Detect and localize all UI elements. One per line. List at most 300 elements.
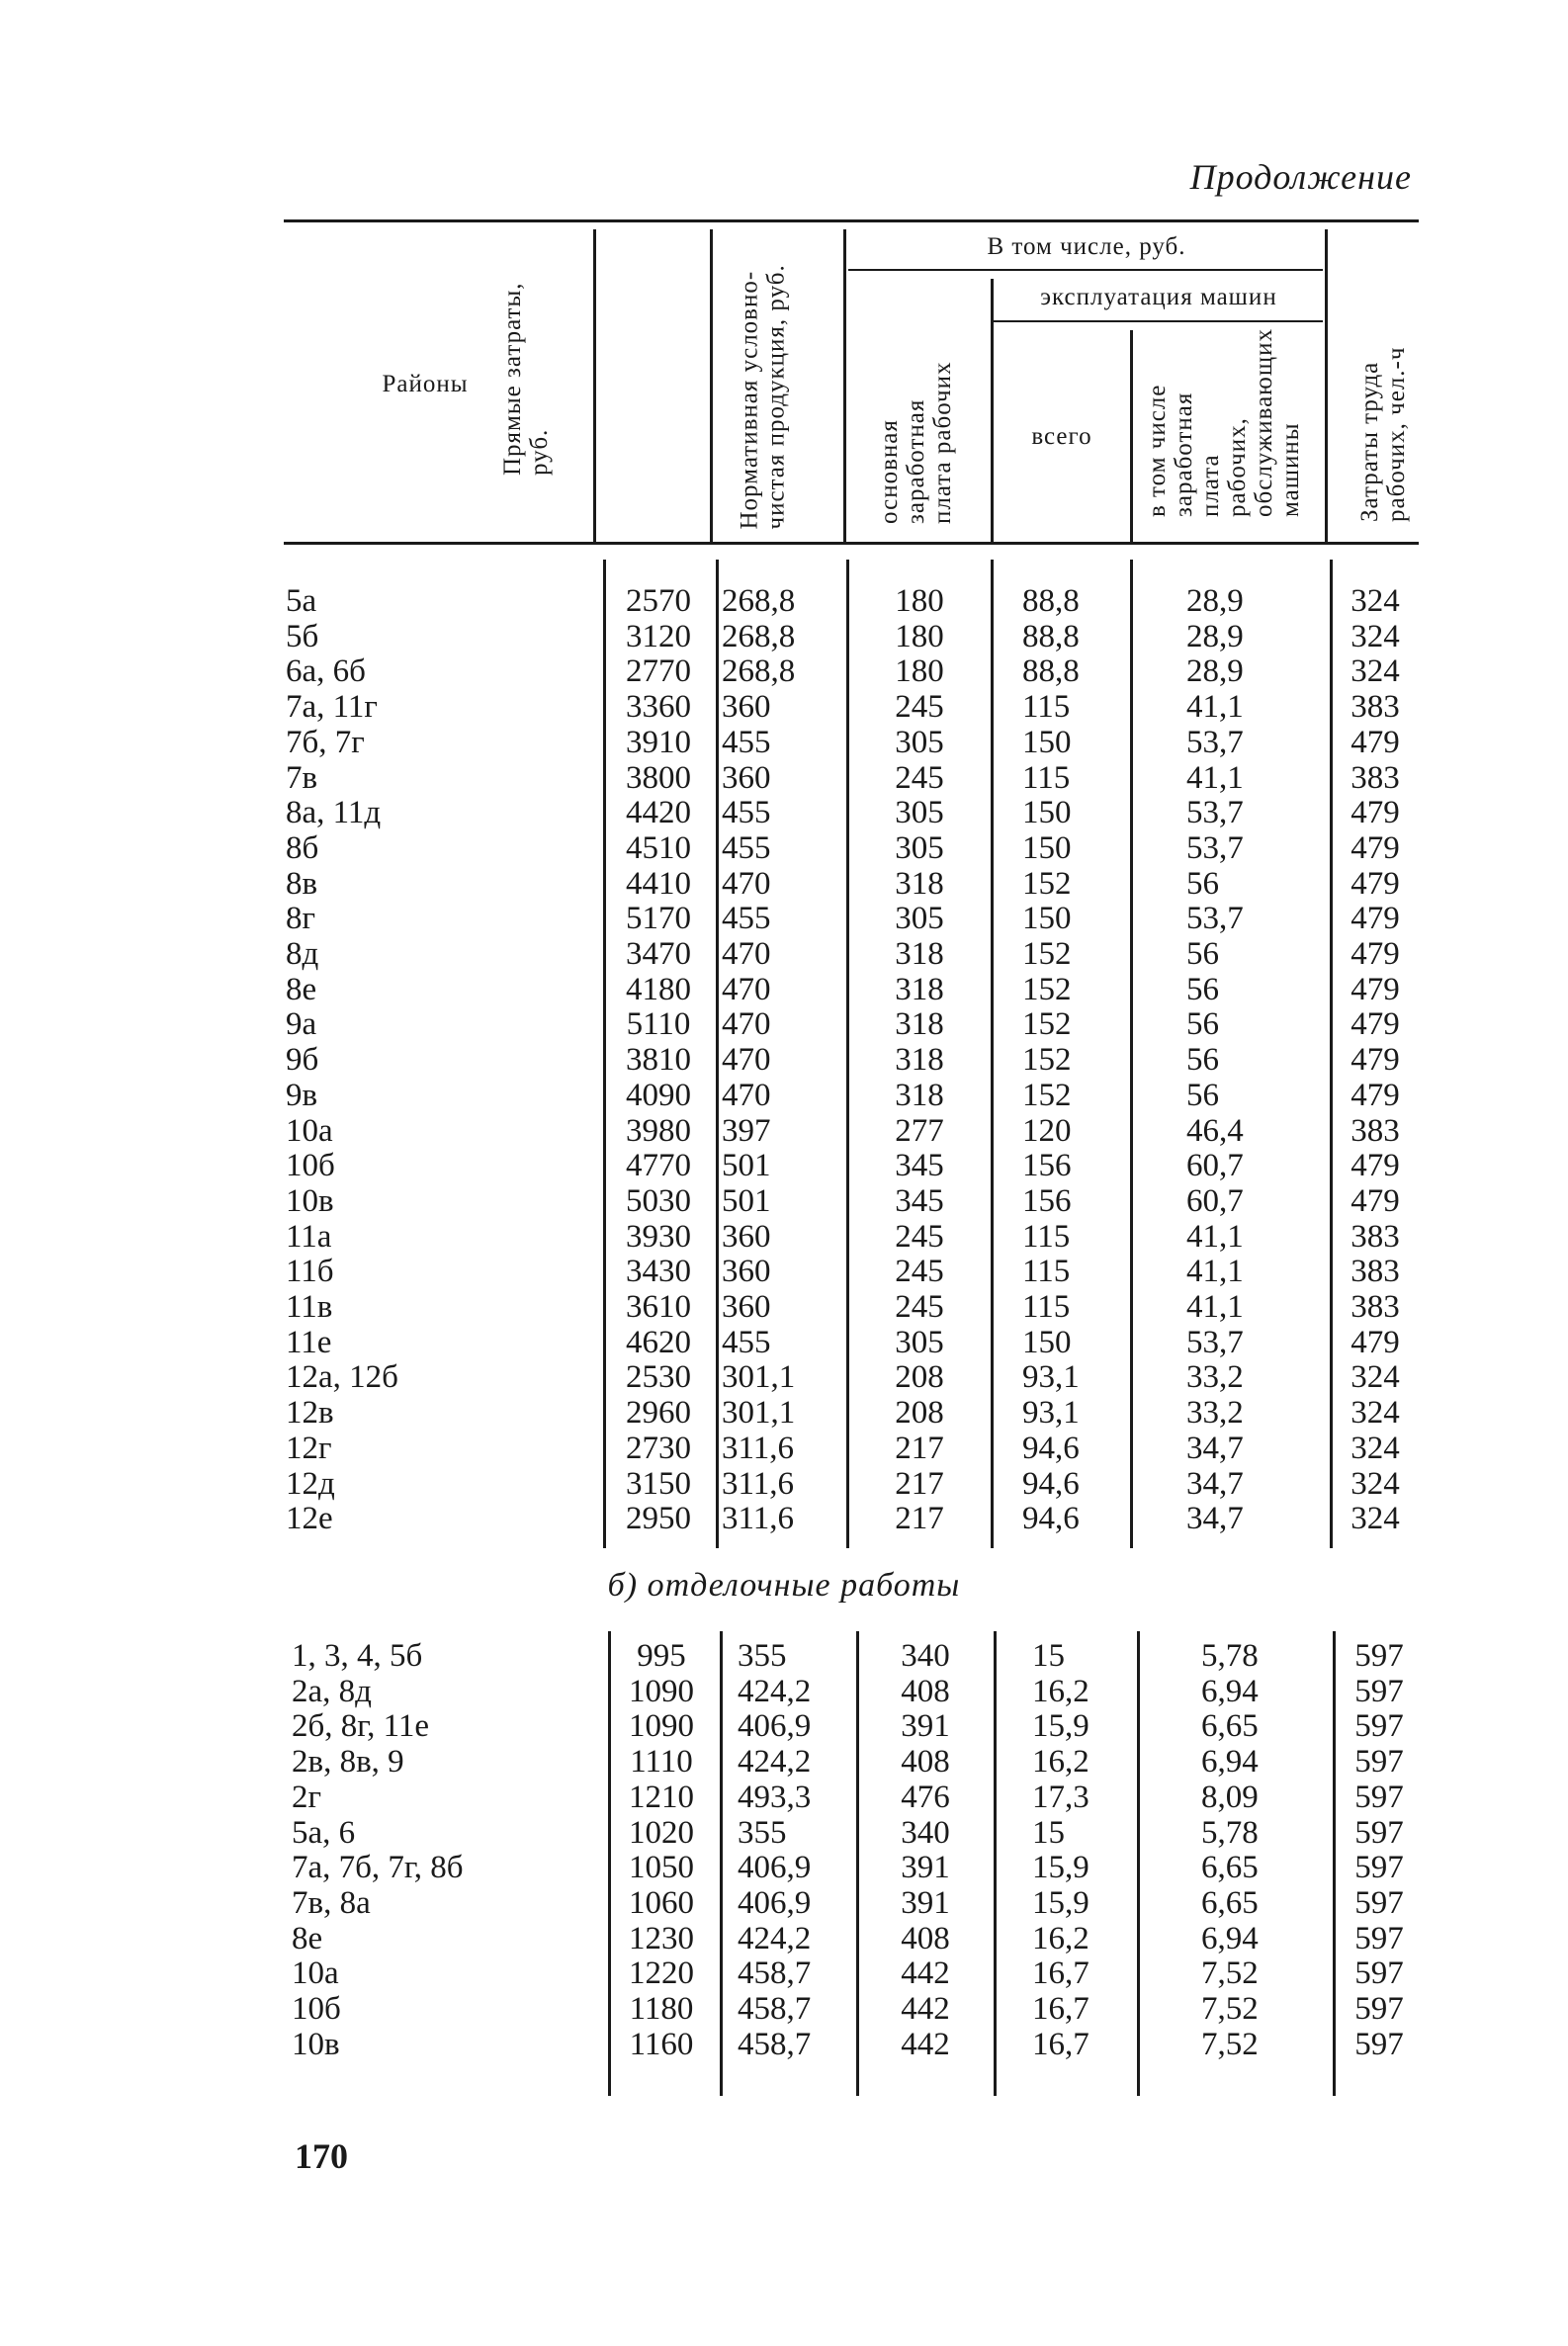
basic-wage-cell: 442 <box>901 2026 950 2062</box>
normative-cell: 268,8 <box>722 583 796 619</box>
machines-total-cell: 17,3 <box>1032 1779 1089 1815</box>
section-a-vline-1 <box>603 560 606 1548</box>
basic-wage-cell: 391 <box>901 1884 950 1921</box>
labor-cell: 479 <box>1350 971 1400 1007</box>
district-cell: 2г <box>292 1779 322 1815</box>
normative-cell: 268,8 <box>722 618 796 654</box>
basic-wage-cell: 245 <box>895 1289 944 1325</box>
direct-costs-cell: 2770 <box>626 653 691 690</box>
basic-wage-cell: 408 <box>901 1920 950 1956</box>
district-cell: 7б, 7г <box>286 724 365 760</box>
normative-cell: 360 <box>722 689 771 726</box>
normative-cell: 455 <box>722 1324 771 1360</box>
basic-wage-cell: 245 <box>895 689 944 726</box>
basic-wage-cell: 305 <box>895 724 944 760</box>
direct-costs-cell: 4510 <box>626 829 691 866</box>
machine-wage-cell: 6,94 <box>1201 1673 1259 1709</box>
labor-cell: 479 <box>1350 901 1400 937</box>
normative-cell: 470 <box>722 971 771 1007</box>
header-normative: Нормативная условно-чистая продукция, руб. <box>736 264 790 530</box>
machines-total-cell: 94,6 <box>1022 1430 1080 1466</box>
machine-wage-cell: 46,4 <box>1186 1112 1244 1149</box>
labor-cell: 479 <box>1350 1148 1400 1184</box>
direct-costs-cell: 3610 <box>626 1289 691 1325</box>
basic-wage-cell: 305 <box>895 901 944 937</box>
page-number: 170 <box>295 2136 348 2176</box>
direct-costs-cell: 5110 <box>626 1006 691 1043</box>
labor-cell: 479 <box>1350 1182 1400 1219</box>
labor-cell: 324 <box>1350 653 1400 690</box>
basic-wage-cell: 442 <box>901 1955 950 1992</box>
basic-wage-cell: 245 <box>895 1218 944 1255</box>
district-cell: 11в <box>286 1289 333 1325</box>
basic-wage-cell: 217 <box>895 1501 944 1537</box>
basic-wage-cell: 180 <box>895 583 944 619</box>
machine-wage-cell: 5,78 <box>1201 1638 1259 1674</box>
district-cell: 12а, 12б <box>286 1359 398 1396</box>
section-b-vline-2 <box>720 1631 723 2096</box>
labor-cell: 597 <box>1354 1920 1404 1956</box>
normative-cell: 501 <box>722 1148 771 1184</box>
direct-costs-cell: 1060 <box>629 1884 694 1921</box>
machines-total-cell: 120 <box>1022 1112 1072 1149</box>
machine-wage-cell: 53,7 <box>1186 901 1244 937</box>
machine-wage-cell: 53,7 <box>1186 829 1244 866</box>
machines-total-cell: 16,7 <box>1032 1955 1089 1992</box>
labor-cell: 383 <box>1350 1218 1400 1255</box>
basic-wage-cell: 245 <box>895 1254 944 1290</box>
machine-wage-cell: 28,9 <box>1186 653 1244 690</box>
normative-cell: 311,6 <box>722 1430 795 1466</box>
basic-wage-cell: 318 <box>895 1077 944 1113</box>
district-cell: 2в, 8в, 9 <box>292 1744 404 1781</box>
machines-total-cell: 93,1 <box>1022 1359 1080 1396</box>
direct-costs-cell: 5170 <box>626 901 691 937</box>
district-cell: 8в <box>286 865 318 902</box>
machines-total-cell: 16,2 <box>1032 1744 1089 1781</box>
machine-wage-cell: 53,7 <box>1186 724 1244 760</box>
machine-wage-cell: 41,1 <box>1186 1218 1244 1255</box>
labor-cell: 479 <box>1350 795 1400 831</box>
header-including: В том числе, руб. <box>987 233 1186 260</box>
normative-cell: 470 <box>722 865 771 902</box>
direct-costs-cell: 4180 <box>626 971 691 1007</box>
header-vline-2 <box>710 229 713 542</box>
basic-wage-cell: 217 <box>895 1430 944 1466</box>
district-cell: 7а, 11г <box>286 689 378 726</box>
labor-cell: 383 <box>1350 1289 1400 1325</box>
basic-wage-cell: 305 <box>895 829 944 866</box>
district-cell: 11б <box>286 1254 334 1290</box>
labor-cell: 324 <box>1350 583 1400 619</box>
normative-cell: 501 <box>722 1182 771 1219</box>
section-b-vline-1 <box>608 1631 611 2096</box>
basic-wage-cell: 345 <box>895 1182 944 1219</box>
district-cell: 8е <box>286 971 317 1007</box>
labor-cell: 383 <box>1350 689 1400 726</box>
direct-costs-cell: 1180 <box>629 1991 694 2027</box>
basic-wage-cell: 208 <box>895 1395 944 1432</box>
machine-wage-cell: 6,65 <box>1201 1708 1259 1745</box>
normative-cell: 360 <box>722 759 771 796</box>
section-b-vline-5 <box>1137 1631 1140 2096</box>
basic-wage-cell: 277 <box>895 1112 944 1149</box>
direct-costs-cell: 1090 <box>629 1673 694 1709</box>
labor-cell: 479 <box>1350 1077 1400 1113</box>
direct-costs-cell: 3910 <box>626 724 691 760</box>
machines-total-cell: 152 <box>1022 971 1072 1007</box>
machine-wage-cell: 56 <box>1186 865 1219 902</box>
labor-cell: 597 <box>1354 1955 1404 1992</box>
machines-total-cell: 16,7 <box>1032 2026 1089 2062</box>
district-cell: 12д <box>286 1465 335 1502</box>
direct-costs-cell: 4420 <box>626 795 691 831</box>
direct-costs-cell: 1090 <box>629 1708 694 1745</box>
labor-cell: 479 <box>1350 724 1400 760</box>
labor-cell: 597 <box>1354 1814 1404 1851</box>
labor-cell: 324 <box>1350 1430 1400 1466</box>
normative-cell: 458,7 <box>738 2026 812 2062</box>
machines-total-cell: 94,6 <box>1022 1501 1080 1537</box>
direct-costs-cell: 5030 <box>626 1182 691 1219</box>
basic-wage-cell: 208 <box>895 1359 944 1396</box>
normative-cell: 458,7 <box>738 1991 812 2027</box>
machines-total-cell: 150 <box>1022 724 1072 760</box>
machine-wage-cell: 34,7 <box>1186 1465 1244 1502</box>
normative-cell: 268,8 <box>722 653 796 690</box>
district-cell: 9в <box>286 1077 318 1113</box>
district-cell: 1, 3, 4, 5б <box>292 1638 423 1674</box>
normative-cell: 311,6 <box>722 1501 795 1537</box>
including-group-rule <box>848 269 1323 271</box>
machine-wage-cell: 41,1 <box>1186 689 1244 726</box>
machine-wage-cell: 7,52 <box>1201 1955 1259 1992</box>
machine-wage-cell: 60,7 <box>1186 1148 1244 1184</box>
basic-wage-cell: 391 <box>901 1708 950 1745</box>
labor-cell: 479 <box>1350 829 1400 866</box>
basic-wage-cell: 180 <box>895 618 944 654</box>
section-a-vline-2 <box>716 560 719 1548</box>
labor-cell: 597 <box>1354 1708 1404 1745</box>
header-machines-total: всего <box>1031 423 1092 450</box>
basic-wage-cell: 345 <box>895 1148 944 1184</box>
basic-wage-cell: 442 <box>901 1991 950 2027</box>
normative-cell: 493,3 <box>738 1779 812 1815</box>
machine-wage-cell: 41,1 <box>1186 759 1244 796</box>
header-vline-1 <box>593 229 596 542</box>
direct-costs-cell: 3800 <box>626 759 691 796</box>
machines-total-cell: 16,2 <box>1032 1920 1089 1956</box>
basic-wage-cell: 305 <box>895 1324 944 1360</box>
machines-total-cell: 115 <box>1022 759 1071 796</box>
machines-total-cell: 152 <box>1022 936 1072 972</box>
labor-cell: 597 <box>1354 1779 1404 1815</box>
machines-group-rule <box>994 320 1323 322</box>
direct-costs-cell: 1020 <box>629 1814 694 1851</box>
district-cell: 8д <box>286 936 319 972</box>
machine-wage-cell: 5,78 <box>1201 1814 1259 1851</box>
labor-cell: 383 <box>1350 1112 1400 1149</box>
basic-wage-cell: 245 <box>895 759 944 796</box>
basic-wage-cell: 340 <box>901 1814 950 1851</box>
machines-total-cell: 152 <box>1022 1006 1072 1043</box>
machines-total-cell: 150 <box>1022 795 1072 831</box>
direct-costs-cell: 1230 <box>629 1920 694 1956</box>
machine-wage-cell: 56 <box>1186 1042 1219 1079</box>
basic-wage-cell: 318 <box>895 936 944 972</box>
labor-cell: 383 <box>1350 759 1400 796</box>
district-cell: 12е <box>286 1501 333 1537</box>
district-cell: 10б <box>286 1148 335 1184</box>
normative-cell: 424,2 <box>738 1673 812 1709</box>
machines-total-cell: 15,9 <box>1032 1884 1089 1921</box>
machines-total-cell: 152 <box>1022 1077 1072 1113</box>
normative-cell: 455 <box>722 901 771 937</box>
direct-costs-cell: 1160 <box>629 2026 694 2062</box>
direct-costs-cell: 3470 <box>626 936 691 972</box>
labor-cell: 324 <box>1350 1395 1400 1432</box>
section-a-vline-3 <box>846 560 849 1548</box>
labor-cell: 597 <box>1354 2026 1404 2062</box>
district-cell: 10б <box>292 1991 341 2027</box>
labor-cell: 324 <box>1350 1359 1400 1396</box>
table-top-rule <box>284 219 1419 222</box>
basic-wage-cell: 408 <box>901 1744 950 1781</box>
machines-total-cell: 15 <box>1032 1814 1065 1851</box>
machines-total-cell: 152 <box>1022 865 1072 902</box>
normative-cell: 424,2 <box>738 1920 812 1956</box>
machine-wage-cell: 53,7 <box>1186 795 1244 831</box>
machines-total-cell: 115 <box>1022 1289 1071 1325</box>
machines-total-cell: 88,8 <box>1022 583 1080 619</box>
district-cell: 6а, 6б <box>286 653 366 690</box>
section-b-vline-6 <box>1333 1631 1336 2096</box>
labor-cell: 597 <box>1354 1673 1404 1709</box>
machine-wage-cell: 28,9 <box>1186 583 1244 619</box>
header-basic-wage: основная заработная плата рабочих <box>876 361 956 524</box>
basic-wage-cell: 318 <box>895 1042 944 1079</box>
machine-wage-cell: 33,2 <box>1186 1395 1244 1432</box>
machine-wage-cell: 41,1 <box>1186 1289 1244 1325</box>
basic-wage-cell: 305 <box>895 795 944 831</box>
machine-wage-cell: 56 <box>1186 1077 1219 1113</box>
basic-wage-cell: 391 <box>901 1850 950 1886</box>
normative-cell: 397 <box>722 1112 771 1149</box>
normative-cell: 311,6 <box>722 1465 795 1502</box>
machine-wage-cell: 56 <box>1186 971 1219 1007</box>
district-cell: 2а, 8д <box>292 1673 372 1709</box>
normative-cell: 470 <box>722 1042 771 1079</box>
normative-cell: 455 <box>722 829 771 866</box>
normative-cell: 301,1 <box>722 1395 796 1432</box>
district-cell: 11а <box>286 1218 332 1255</box>
machines-total-cell: 156 <box>1022 1148 1072 1184</box>
normative-cell: 470 <box>722 936 771 972</box>
machine-wage-cell: 8,09 <box>1201 1779 1259 1815</box>
labor-cell: 597 <box>1354 1884 1404 1921</box>
normative-cell: 455 <box>722 795 771 831</box>
section-a-vline-5 <box>1130 560 1133 1548</box>
normative-cell: 360 <box>722 1254 771 1290</box>
basic-wage-cell: 408 <box>901 1673 950 1709</box>
basic-wage-cell: 217 <box>895 1465 944 1502</box>
continuation-caption: Продолжение <box>1189 157 1412 197</box>
district-cell: 8е <box>292 1920 323 1956</box>
machine-wage-cell: 7,52 <box>1201 2026 1259 2062</box>
district-cell: 7в <box>286 759 318 796</box>
machines-total-cell: 150 <box>1022 901 1072 937</box>
direct-costs-cell: 3980 <box>626 1112 691 1149</box>
district-cell: 9а <box>286 1006 317 1043</box>
machine-wage-cell: 33,2 <box>1186 1359 1244 1396</box>
district-cell: 5б <box>286 618 319 654</box>
section-b-vline-3 <box>856 1631 859 2096</box>
district-cell: 10в <box>292 2026 340 2062</box>
district-cell: 8г <box>286 901 316 937</box>
machines-total-cell: 88,8 <box>1022 618 1080 654</box>
machines-total-cell: 150 <box>1022 829 1072 866</box>
district-cell: 7в, 8а <box>292 1884 371 1921</box>
header-vline-3 <box>843 229 846 542</box>
normative-cell: 360 <box>722 1289 771 1325</box>
labor-cell: 479 <box>1350 865 1400 902</box>
direct-costs-cell: 3360 <box>626 689 691 726</box>
machine-wage-cell: 28,9 <box>1186 618 1244 654</box>
section-a-vline-6 <box>1330 560 1333 1548</box>
machines-total-cell: 115 <box>1022 689 1071 726</box>
direct-costs-cell: 2570 <box>626 583 691 619</box>
direct-costs-cell: 3150 <box>626 1465 691 1502</box>
section-b-vline-4 <box>994 1631 997 2096</box>
machines-total-cell: 94,6 <box>1022 1465 1080 1502</box>
district-cell: 7а, 7б, 7г, 8б <box>292 1850 464 1886</box>
machines-total-cell: 15 <box>1032 1638 1065 1674</box>
labor-cell: 597 <box>1354 1850 1404 1886</box>
direct-costs-cell: 1220 <box>629 1955 694 1992</box>
machine-wage-cell: 6,94 <box>1201 1920 1259 1956</box>
district-cell: 10а <box>286 1112 333 1149</box>
normative-cell: 360 <box>722 1218 771 1255</box>
direct-costs-cell: 3930 <box>626 1218 691 1255</box>
direct-costs-cell: 2730 <box>626 1430 691 1466</box>
labor-cell: 597 <box>1354 1991 1404 2027</box>
direct-costs-cell: 1050 <box>629 1850 694 1886</box>
basic-wage-cell: 476 <box>901 1779 950 1815</box>
machine-wage-cell: 34,7 <box>1186 1501 1244 1537</box>
machines-total-cell: 115 <box>1022 1254 1071 1290</box>
machines-total-cell: 15,9 <box>1032 1708 1089 1745</box>
machine-wage-cell: 53,7 <box>1186 1324 1244 1360</box>
machines-total-cell: 115 <box>1022 1218 1071 1255</box>
normative-cell: 458,7 <box>738 1955 812 1992</box>
district-cell: 11е <box>286 1324 332 1360</box>
direct-costs-cell: 4770 <box>626 1148 691 1184</box>
machine-wage-cell: 6,65 <box>1201 1850 1259 1886</box>
machine-wage-cell: 56 <box>1186 1006 1219 1043</box>
machines-total-cell: 93,1 <box>1022 1395 1080 1432</box>
machines-total-cell: 156 <box>1022 1182 1072 1219</box>
machines-total-cell: 16,7 <box>1032 1991 1089 2027</box>
district-cell: 5а, 6 <box>292 1814 356 1851</box>
labor-cell: 324 <box>1350 1501 1400 1537</box>
header-vline-5 <box>1130 330 1133 542</box>
normative-cell: 406,9 <box>738 1884 812 1921</box>
machine-wage-cell: 56 <box>1186 936 1219 972</box>
direct-costs-cell: 3430 <box>626 1254 691 1290</box>
machines-total-cell: 152 <box>1022 1042 1072 1079</box>
basic-wage-cell: 180 <box>895 653 944 690</box>
normative-cell: 470 <box>722 1006 771 1043</box>
direct-costs-cell: 4410 <box>626 865 691 902</box>
direct-costs-cell: 3810 <box>626 1042 691 1079</box>
basic-wage-cell: 318 <box>895 1006 944 1043</box>
normative-cell: 470 <box>722 1077 771 1113</box>
labor-cell: 383 <box>1350 1254 1400 1290</box>
district-cell: 2б, 8г, 11е <box>292 1708 430 1745</box>
labor-cell: 479 <box>1350 1042 1400 1079</box>
district-cell: 9б <box>286 1042 319 1079</box>
district-cell: 12г <box>286 1430 332 1466</box>
section-b-title: б) отделочные работы <box>607 1567 961 1604</box>
direct-costs-cell: 4620 <box>626 1324 691 1360</box>
district-cell: 10а <box>292 1955 339 1992</box>
machines-total-cell: 88,8 <box>1022 653 1080 690</box>
direct-costs-cell: 4090 <box>626 1077 691 1113</box>
labor-cell: 597 <box>1354 1744 1404 1781</box>
basic-wage-cell: 340 <box>901 1638 950 1674</box>
machines-total-cell: 150 <box>1022 1324 1072 1360</box>
header-vline-4 <box>991 279 994 542</box>
header-vline-6 <box>1325 229 1328 542</box>
machine-wage-cell: 41,1 <box>1186 1254 1244 1290</box>
header-machines: эксплуатация машин <box>1040 284 1277 310</box>
labor-cell: 324 <box>1350 1465 1400 1502</box>
labor-cell: 479 <box>1350 1006 1400 1043</box>
header-labor: Затраты труда рабочих, чел.-ч <box>1356 346 1410 522</box>
normative-cell: 406,9 <box>738 1850 812 1886</box>
direct-costs-cell: 2530 <box>626 1359 691 1396</box>
direct-costs-cell: 1110 <box>630 1744 693 1781</box>
header-bottom-rule <box>284 542 1419 545</box>
normative-cell: 301,1 <box>722 1359 796 1396</box>
direct-costs-cell: 995 <box>637 1638 686 1674</box>
basic-wage-cell: 318 <box>895 971 944 1007</box>
normative-cell: 455 <box>722 724 771 760</box>
normative-cell: 424,2 <box>738 1744 812 1781</box>
district-cell: 8б <box>286 829 319 866</box>
machine-wage-cell: 6,65 <box>1201 1884 1259 1921</box>
direct-costs-cell: 2950 <box>626 1501 691 1537</box>
labor-cell: 597 <box>1354 1638 1404 1674</box>
header-machine-wage: в том числе заработная плата рабочих, обслуживающих машины <box>1144 328 1304 517</box>
normative-cell: 406,9 <box>738 1708 812 1745</box>
machines-total-cell: 15,9 <box>1032 1850 1089 1886</box>
district-cell: 8а, 11д <box>286 795 382 831</box>
machines-total-cell: 16,2 <box>1032 1673 1089 1709</box>
labor-cell: 479 <box>1350 936 1400 972</box>
district-cell: 12в <box>286 1395 334 1432</box>
machine-wage-cell: 34,7 <box>1186 1430 1244 1466</box>
normative-cell: 355 <box>738 1814 787 1851</box>
labor-cell: 479 <box>1350 1324 1400 1360</box>
section-a-vline-4 <box>991 560 994 1548</box>
machine-wage-cell: 6,94 <box>1201 1744 1259 1781</box>
district-cell: 10в <box>286 1182 334 1219</box>
district-cell: 5а <box>286 583 317 619</box>
labor-cell: 324 <box>1350 618 1400 654</box>
machine-wage-cell: 60,7 <box>1186 1182 1244 1219</box>
direct-costs-cell: 1210 <box>629 1779 694 1815</box>
